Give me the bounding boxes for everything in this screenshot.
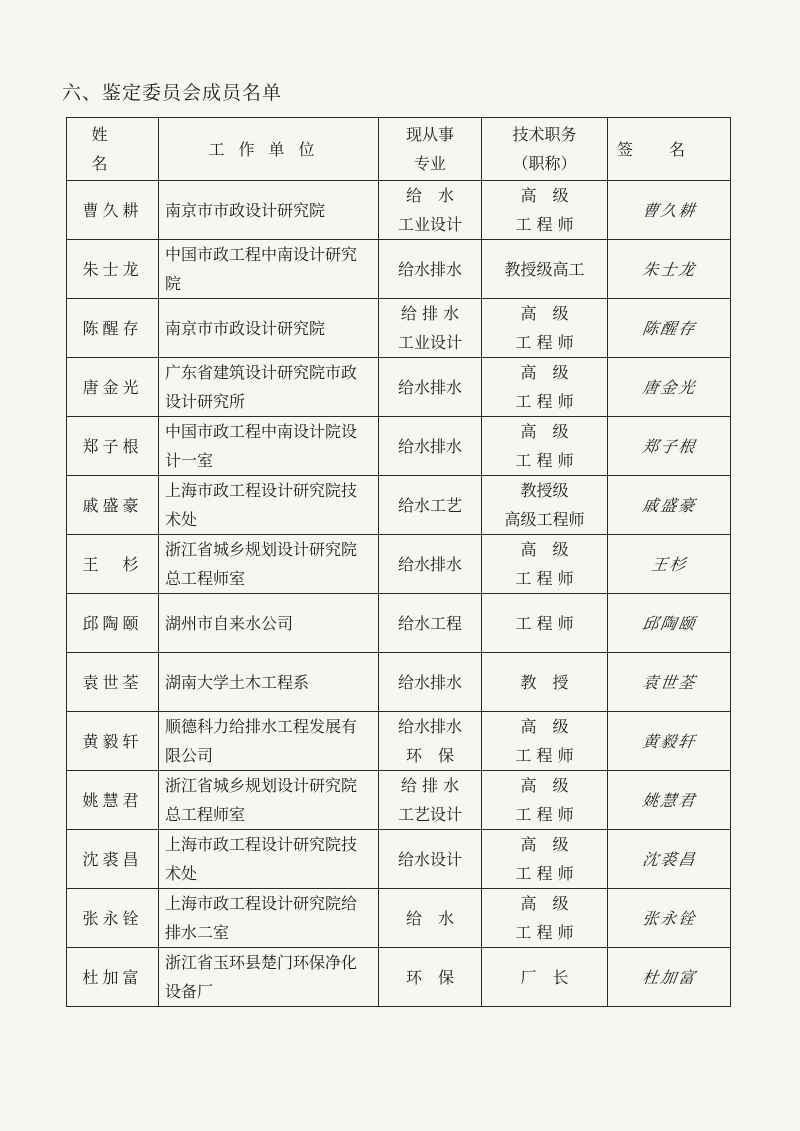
member-title: 教授级 高级工程师 xyxy=(482,476,608,535)
committee-member-table xyxy=(66,117,731,1007)
member-signature: 郑子根 xyxy=(603,417,734,476)
member-specialty: 给水排水 xyxy=(379,417,482,476)
table-row xyxy=(67,889,731,948)
member-work-unit: 顺德科力给排水工程发展有限公司 xyxy=(159,712,379,771)
member-work-unit: 中国市政工程中南设计研究院 xyxy=(159,240,379,299)
table-row xyxy=(67,358,731,417)
member-title: 教授级高工 xyxy=(482,240,608,299)
member-specialty: 给水排水 xyxy=(379,240,482,299)
member-name: 沈裘昌 xyxy=(67,830,159,889)
member-title: 厂 长 xyxy=(482,948,608,1007)
member-work-unit: 南京市市政设计研究院 xyxy=(159,299,379,358)
member-title: 教 授 xyxy=(482,653,608,712)
header-specialty: 现从事 专业 xyxy=(379,118,482,181)
member-title: 高 级 工 程 师 xyxy=(482,830,608,889)
table-header-row xyxy=(67,118,731,181)
table-row xyxy=(67,771,731,830)
member-name: 郑子根 xyxy=(67,417,159,476)
member-title: 高 级 工 程 师 xyxy=(482,889,608,948)
member-work-unit: 湖州市自来水公司 xyxy=(159,594,379,653)
member-name: 黄毅轩 xyxy=(67,712,159,771)
member-work-unit: 南京市市政设计研究院 xyxy=(159,181,379,240)
member-signature: 陈醒存 xyxy=(603,299,734,358)
member-work-unit: 湖南大学土木工程系 xyxy=(159,653,379,712)
member-name: 张永铨 xyxy=(67,889,159,948)
member-signature: 朱士龙 xyxy=(603,240,734,299)
member-signature: 唐金光 xyxy=(603,358,734,417)
table-row xyxy=(67,948,731,1007)
member-name: 陈醒存 xyxy=(67,299,159,358)
member-signature: 沈裘昌 xyxy=(603,830,734,889)
member-specialty: 给 排 水 工艺设计 xyxy=(379,771,482,830)
member-signature: 戚盛豪 xyxy=(603,476,734,535)
member-title: 高 级 工 程 师 xyxy=(482,417,608,476)
member-specialty: 环 保 xyxy=(379,948,482,1007)
member-name: 邱陶颐 xyxy=(67,594,159,653)
member-name: 杜加富 xyxy=(67,948,159,1007)
header-work-unit: 工作单位 xyxy=(159,118,379,181)
member-title: 高 级 工 程 师 xyxy=(482,358,608,417)
member-title: 高 级 工 程 师 xyxy=(482,712,608,771)
table-row xyxy=(67,712,731,771)
header-signature: 签名 xyxy=(608,118,731,181)
member-title: 高 级 工 程 师 xyxy=(482,299,608,358)
member-specialty: 给水工程 xyxy=(379,594,482,653)
header-name: 姓名 xyxy=(67,118,159,181)
member-name: 王 杉 xyxy=(67,535,159,594)
member-signature: 杜加富 xyxy=(603,948,734,1007)
table-row xyxy=(67,476,731,535)
member-specialty: 给 排 水 工业设计 xyxy=(379,299,482,358)
member-work-unit: 浙江省玉环县楚门环保净化设备厂 xyxy=(159,948,379,1007)
member-signature: 王杉 xyxy=(603,535,734,594)
member-title: 高 级 工 程 师 xyxy=(482,535,608,594)
member-specialty: 给 水 xyxy=(379,889,482,948)
member-work-unit: 浙江省城乡规划设计研究院总工程师室 xyxy=(159,535,379,594)
table-row xyxy=(67,417,731,476)
member-signature: 邱陶颐 xyxy=(603,594,734,653)
table-row xyxy=(67,240,731,299)
member-work-unit: 浙江省城乡规划设计研究院总工程师室 xyxy=(159,771,379,830)
member-signature: 曹久耕 xyxy=(603,181,734,240)
member-work-unit: 上海市政工程设计研究院给排水二室 xyxy=(159,889,379,948)
member-work-unit: 上海市政工程设计研究院技术处 xyxy=(159,830,379,889)
member-work-unit: 中国市政工程中南设计院设计一室 xyxy=(159,417,379,476)
table-row xyxy=(67,594,731,653)
member-title: 工 程 师 xyxy=(482,594,608,653)
member-specialty: 给 水 工业设计 xyxy=(379,181,482,240)
table-row xyxy=(67,653,731,712)
page-heading: 六、鉴定委员会成员名单 xyxy=(62,82,283,104)
member-specialty: 给水排水 xyxy=(379,358,482,417)
table-row xyxy=(67,181,731,240)
member-signature: 张永铨 xyxy=(603,889,734,948)
member-name: 姚慧君 xyxy=(67,771,159,830)
header-title: 技术职务 （职称） xyxy=(482,118,608,181)
table-row xyxy=(67,535,731,594)
member-name: 袁世荃 xyxy=(67,653,159,712)
member-signature: 黄毅轩 xyxy=(603,712,734,771)
member-title: 高 级 工 程 师 xyxy=(482,771,608,830)
member-signature: 袁世荃 xyxy=(603,653,734,712)
table-row xyxy=(67,299,731,358)
member-signature: 姚慧君 xyxy=(603,771,734,830)
member-name: 曹久耕 xyxy=(67,181,159,240)
member-specialty: 给水设计 xyxy=(379,830,482,889)
member-specialty: 给水排水 xyxy=(379,653,482,712)
member-specialty: 给水排水 环 保 xyxy=(379,712,482,771)
member-work-unit: 上海市政工程设计研究院技术处 xyxy=(159,476,379,535)
member-name: 朱士龙 xyxy=(67,240,159,299)
member-specialty: 给水工艺 xyxy=(379,476,482,535)
table-row xyxy=(67,830,731,889)
member-title: 高 级 工 程 师 xyxy=(482,181,608,240)
member-name: 戚盛豪 xyxy=(67,476,159,535)
member-name: 唐金光 xyxy=(67,358,159,417)
member-work-unit: 广东省建筑设计研究院市政设计研究所 xyxy=(159,358,379,417)
member-specialty: 给水排水 xyxy=(379,535,482,594)
